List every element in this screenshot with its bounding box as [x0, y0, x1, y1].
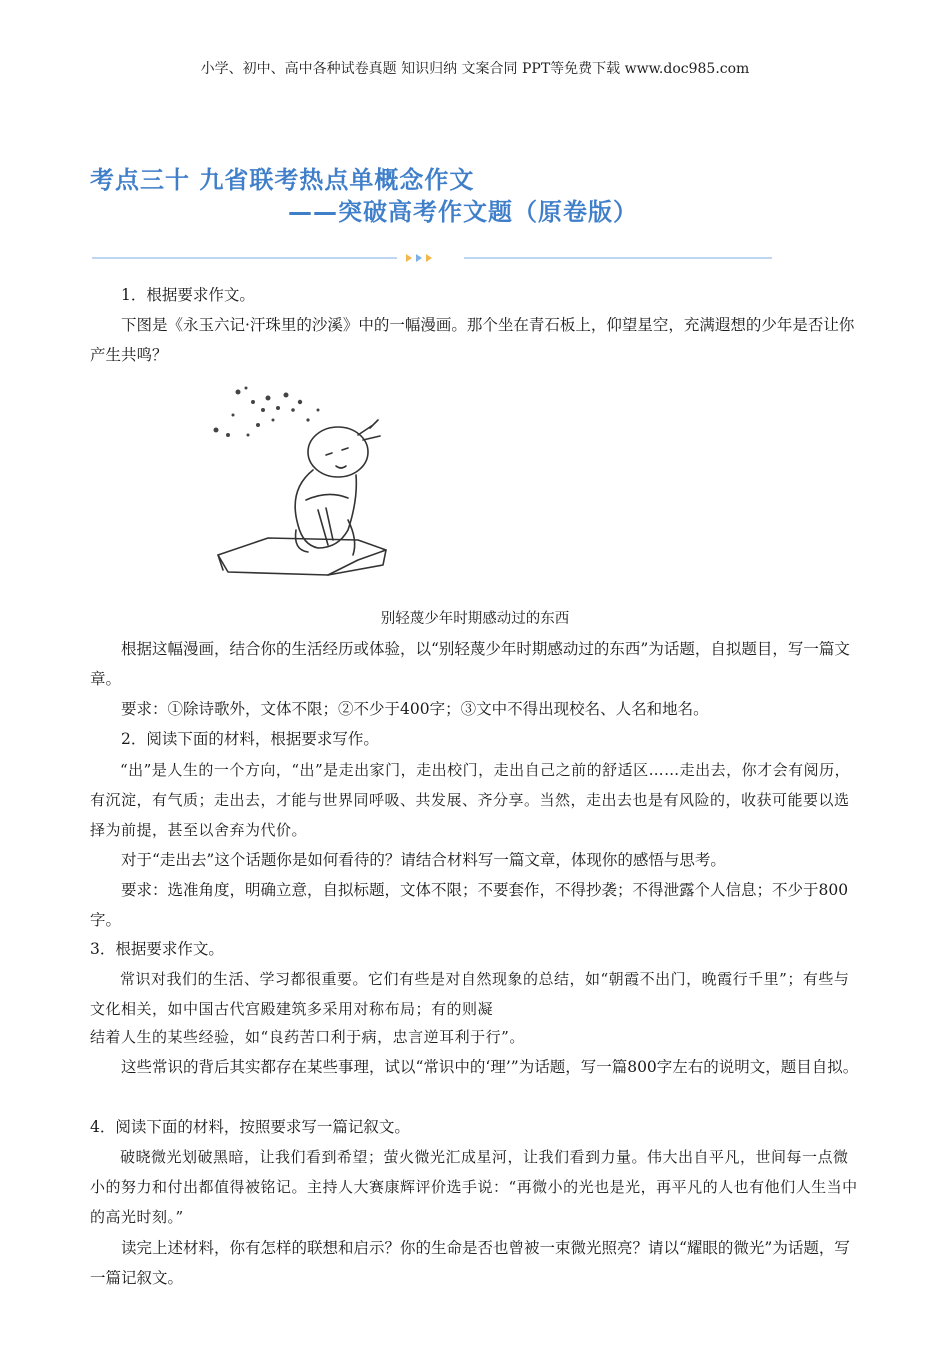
q1-requirements: 要求：①除诗歌外，文体不限；②不少于400字；③文中不得出现校名、人名和地名。 — [121, 700, 709, 718]
q3-prompt: 这些常识的背后其实都存在某些事理，试以“常识中的‘理’”为话题，写一篇800字左右的说明文，题目自拟。 — [121, 1058, 859, 1076]
q4-heading: 4．阅读下面的材料，按照要求写一篇记叙文。 — [90, 1118, 410, 1136]
q2-requirements: 要求：选准角度，明确立意，自拟标题，文体不限；不要套作，不得抄袭；不得泄露个人信息；不少于800字。 — [90, 881, 849, 929]
q2-material: “出”是人生的一个方向，“出”是走出家门，走出校门，走出自己之前的舒适区……走出去，你才会有阅历，有沉淀，有气质；走出去，才能与世界同呼吸、共发展、齐分享。当然，走出去也是有风险的，收获可能要以选择为前提，甚至以舍弃为代价。 — [90, 761, 851, 839]
page-subtitle: ——突破高考作文题（原卷版） — [288, 198, 638, 226]
q2-prompt: 对于“走出去”这个话题你是如何看待的？请结合材料写一篇文章，体现你的感悟与思考。 — [121, 851, 726, 869]
q3-material-line2: 结着人生的某些经验，如“良药苦口利于病，忠言逆耳利于行”。 — [90, 1028, 525, 1046]
image-caption: 别轻蔑少年时期感动过的东西 — [380, 611, 570, 627]
title-divider — [92, 248, 772, 268]
q2-heading: 2．阅读下面的材料，根据要求写作。 — [121, 730, 379, 748]
q4-material: 破晓微光划破黑暗，让我们看到希望；萤火微光汇成星河，让我们看到力量。伟大出自平凡，世间每一点微小的努力和付出都值得被铭记。主持人大赛康辉评价选手说：“再微小的光也是光，再平凡的人也有他们人生当中的高光时刻。” — [90, 1148, 858, 1226]
page-title: 考点三十 九省联考热点单概念作文 — [90, 166, 475, 194]
q3-material-line1: 常识对我们的生活、学习都很重要。它们有些是对自然现象的总结，如“朝霞不出门，晚霞行千里”；有些与文化相关，如中国古代宫殿建筑多采用对称布局；有的则凝 — [90, 970, 850, 1018]
q3-heading: 3．根据要求作文。 — [90, 940, 224, 958]
q4-prompt: 读完上述材料，你有怎样的联想和启示？你的生命是否也曾被一束微光照亮？请以“耀眼的微光”为话题，写一篇记叙文。 — [90, 1239, 850, 1287]
boy-stargazing-illustration — [208, 380, 398, 590]
q1-prompt: 根据这幅漫画，结合你的生活经历或体验，以“别轻蔑少年时期感动过的东西”为话题，自拟题目，写一篇文章。 — [90, 640, 850, 688]
q1-heading: 1．根据要求作文。 — [121, 286, 255, 304]
page-header: 小学、初中、高中各种试卷真题 知识归纳 文案合同 PPT等免费下载 www.doc985.com — [200, 61, 750, 77]
q1-intro: 下图是《永玉六记·汗珠里的沙溪》中的一幅漫画。那个坐在青石板上，仰望星空，充满遐想的少年是否让你产生共鸣？ — [90, 316, 855, 364]
